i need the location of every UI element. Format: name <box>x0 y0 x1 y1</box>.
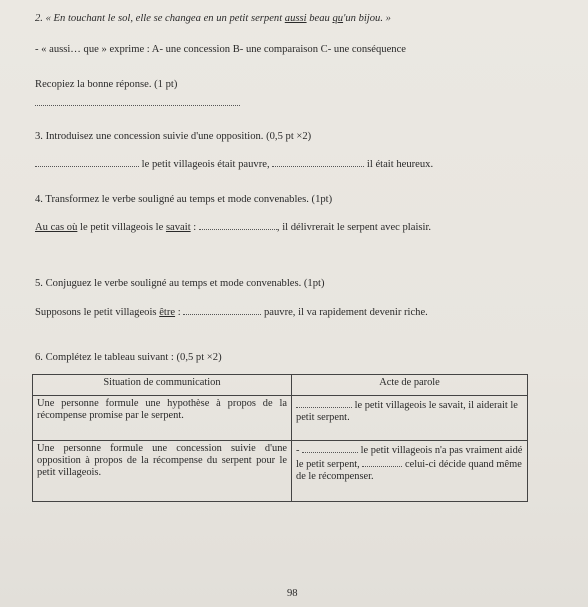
question-2-instruction: Recopiez la bonne réponse. (1 pt) <box>35 79 178 90</box>
communication-table <box>32 374 528 502</box>
question-4-sentence: Au cas où le petit villageois le savait : , il délivrerait le serpent avec plaisir. <box>35 222 432 233</box>
table-cell-situation: Une personne formule une concession suivie d'une opposition à propos de la récompense du serpent pour le petit villageois. <box>33 441 292 502</box>
table-cell-acte: - le petit villageois n'a pas vraiment aidé le petit serpent, celui-ci décide quand même de le récompenser. <box>292 441 528 502</box>
table-row <box>33 396 528 441</box>
question-2-quote: 2. « En touchant le sol, elle se changea en un petit serpent aussi beau qu'un bijou. » <box>35 13 391 24</box>
answer-blank[interactable] <box>199 220 277 230</box>
answer-blank[interactable] <box>35 157 139 167</box>
table-header: Situation de communication <box>33 375 292 396</box>
table-header-row <box>33 375 528 396</box>
question-5-sentence: Supposons le petit villageois être : pauvre, il va rapidement devenir riche. <box>35 307 428 318</box>
question-3-sentence: le petit villageois était pauvre, il était heureux. <box>35 157 433 171</box>
table-cell-situation: Une personne formule une hypothèse à propos de la récompense promise par le serpent. <box>33 396 292 441</box>
question-5-title: 5. Conjuguez le verbe souligné au temps et mode convenables. (1pt) <box>35 278 325 289</box>
answer-blank[interactable] <box>302 443 358 453</box>
question-2-options: - « aussi… que » exprime : A- une concession B- une comparaison C- une conséquence <box>35 44 406 55</box>
answer-blank[interactable] <box>272 157 364 167</box>
table-row <box>33 441 528 502</box>
answer-blank[interactable] <box>296 398 352 408</box>
question-3-title: 3. Introduisez une concession suivie d'une opposition. (0,5 pt ×2) <box>35 131 312 142</box>
page-number: 98 <box>287 588 298 599</box>
answer-blank[interactable] <box>183 305 261 315</box>
table-header: Acte de parole <box>292 375 528 396</box>
question-4-title: 4. Transformez le verbe souligné au temps et mode convenables. (1pt) <box>35 194 333 205</box>
table-cell-acte: le petit villageois le savait, il aiderait le petit serpent. <box>292 396 528 441</box>
answer-blank[interactable] <box>35 104 240 106</box>
answer-blank[interactable] <box>362 457 402 467</box>
question-6-title: 6. Complétez le tableau suivant : (0,5 pt ×2) <box>35 352 222 363</box>
